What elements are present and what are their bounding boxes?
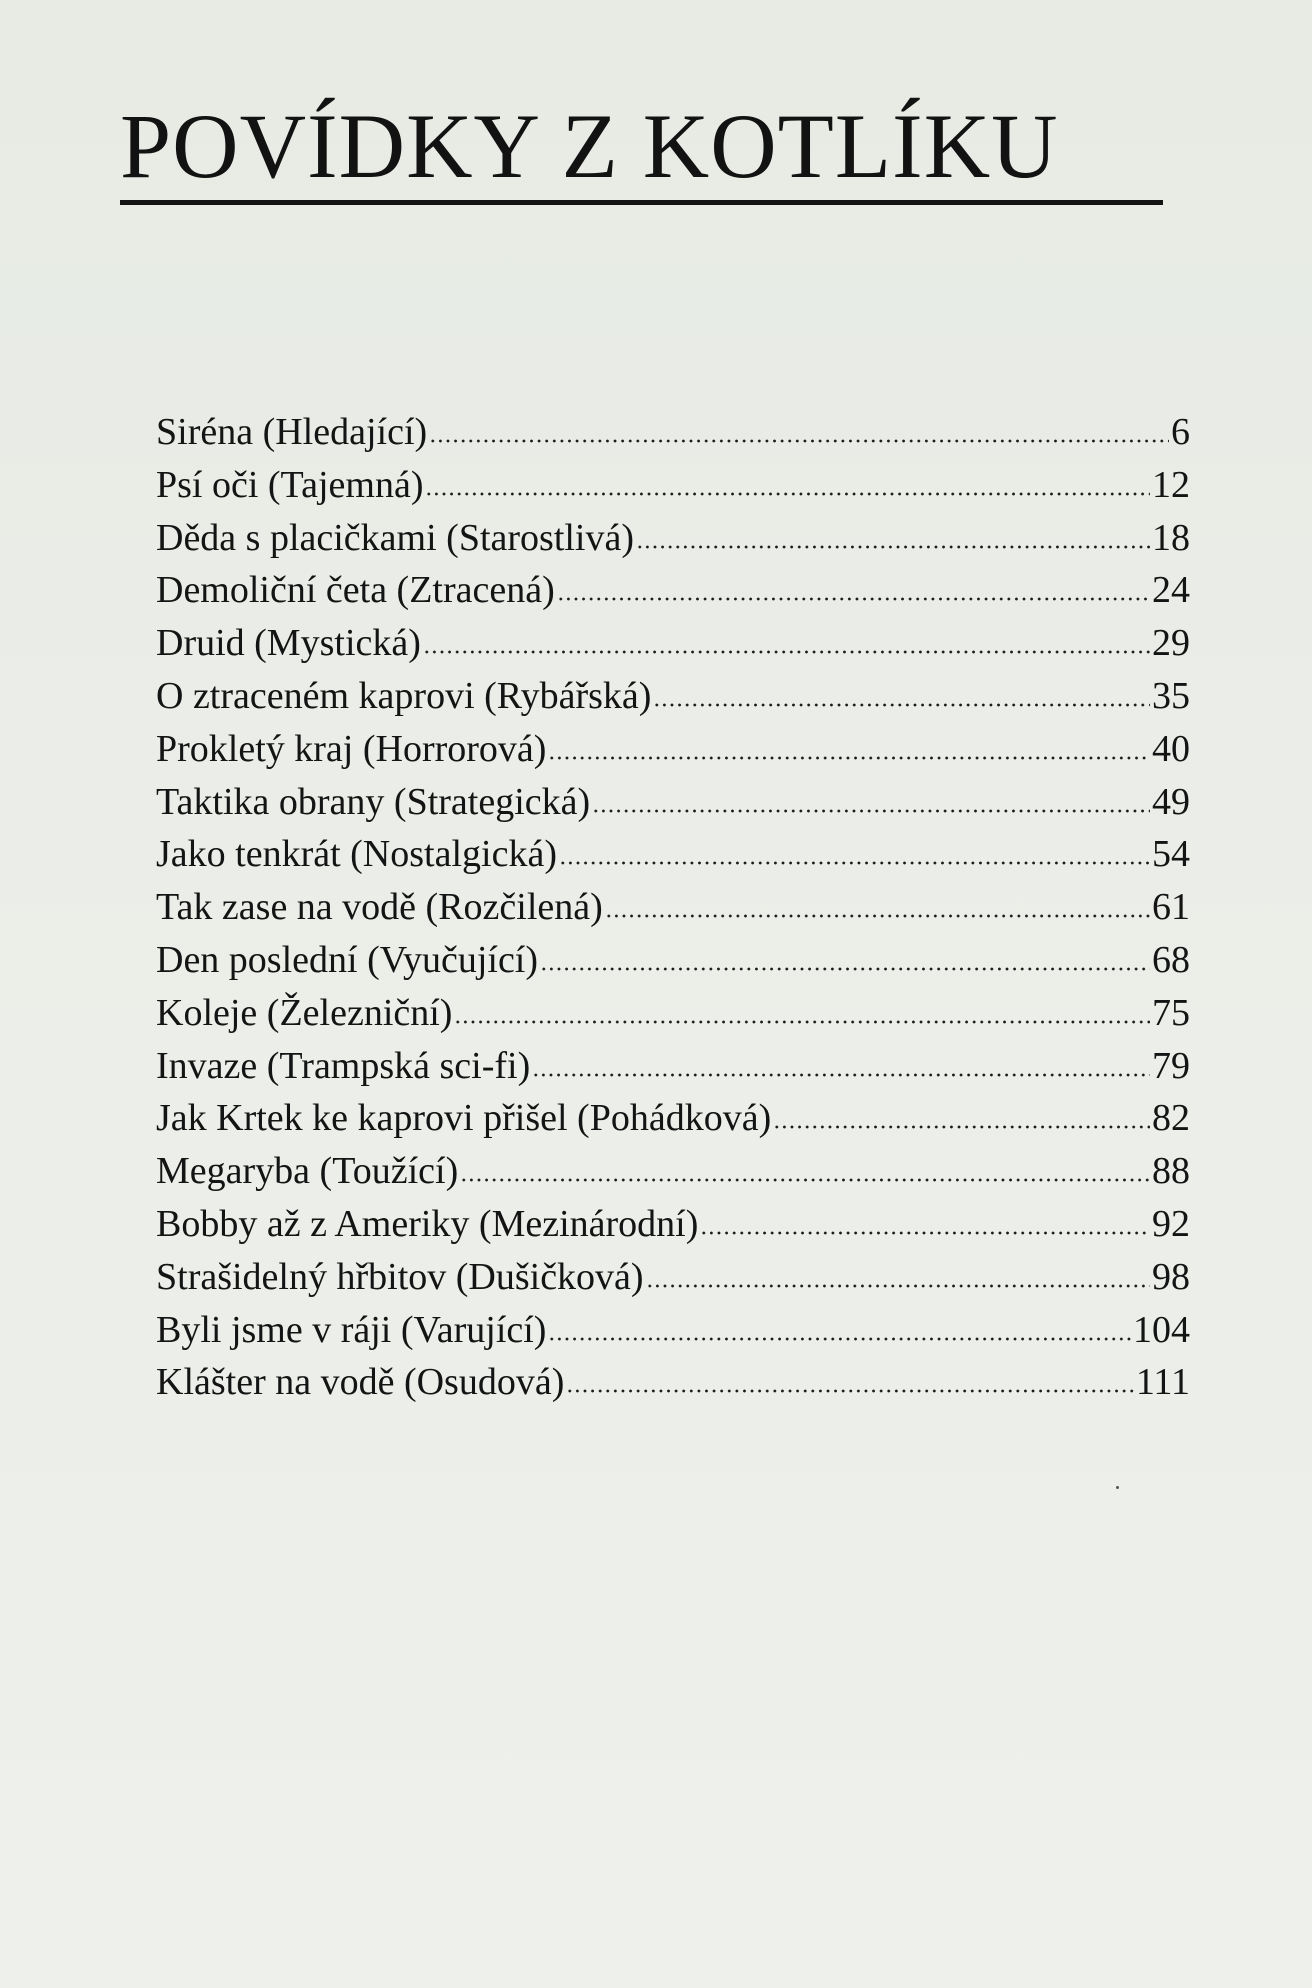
table-of-contents (156, 406, 1190, 1409)
dot-leader (540, 967, 1150, 971)
toc-entry-page-number: 35 (1152, 674, 1190, 717)
toc-entry (156, 617, 1190, 670)
paper-speck (1116, 1486, 1119, 1489)
toc-entry (156, 1251, 1190, 1304)
toc-entry-title: Taktika obrany (Strategická) (156, 780, 591, 823)
toc-entry-page-number: 12 (1152, 463, 1190, 506)
toc-entry-title: Demoliční četa (Ztracená) (156, 569, 555, 612)
toc-entry (156, 987, 1190, 1040)
toc-entry-title: Siréna (Hledající) (156, 411, 428, 453)
dot-leader (605, 914, 1150, 918)
toc-entry-page-number: 92 (1152, 1202, 1190, 1245)
dot-leader (429, 439, 1169, 443)
toc-entry-title: Den poslední (Vyučující) (156, 938, 539, 981)
toc-entry-title: Strašidelný hřbitov (Dušičková) (156, 1255, 644, 1298)
dot-leader (566, 1389, 1133, 1393)
title-block (120, 95, 1163, 205)
toc-entry-title: Děda s placičkami (Starostlivá) (156, 516, 635, 559)
dot-leader (423, 650, 1150, 654)
toc-entry (156, 406, 1190, 459)
toc-entry-page-number: 88 (1152, 1150, 1190, 1193)
toc-entry (156, 459, 1190, 512)
toc-entry-title: Tak zase na vodě (Rozčilená) (156, 886, 603, 929)
toc-entry-title: Bobby až z Ameriky (Mezinárodní) (156, 1202, 699, 1245)
toc-entry-title: Invaze (Trampská sci-fi) (156, 1044, 531, 1087)
toc-entry (156, 1040, 1190, 1093)
dot-leader (773, 1125, 1150, 1129)
dot-leader (454, 1020, 1150, 1024)
dot-leader (559, 861, 1150, 865)
dot-leader (592, 809, 1150, 813)
toc-entry-page-number: 75 (1152, 991, 1190, 1034)
toc-entry-page-number: 54 (1152, 833, 1190, 876)
toc-entry (156, 1304, 1190, 1357)
dot-leader (532, 1073, 1150, 1077)
toc-entry-page-number: 82 (1152, 1097, 1190, 1140)
toc-entry (156, 670, 1190, 723)
dot-leader (425, 492, 1150, 496)
toc-entry (156, 934, 1190, 987)
dot-leader (646, 1284, 1150, 1288)
toc-entry (156, 881, 1190, 934)
dot-leader (460, 1178, 1150, 1182)
toc-entry-page-number: 18 (1152, 516, 1190, 559)
toc-entry (156, 1198, 1190, 1251)
toc-entry-title: Klášter na vodě (Osudová) (156, 1361, 565, 1404)
toc-entry (156, 1356, 1190, 1409)
dot-leader (636, 545, 1150, 549)
toc-entry (156, 776, 1190, 829)
toc-entry (156, 723, 1190, 776)
dot-leader (557, 597, 1150, 601)
toc-entry-title: Prokletý kraj (Horrorová) (156, 727, 547, 770)
title-underline (120, 200, 1163, 205)
toc-entry (156, 828, 1190, 881)
toc-entry-title: Druid (Mystická) (156, 622, 421, 665)
toc-entry-page-number: 40 (1152, 727, 1190, 770)
dot-leader (700, 1231, 1150, 1235)
toc-entry-page-number: 68 (1152, 938, 1190, 981)
toc-entry-title: Megaryba (Toužící) (156, 1150, 459, 1193)
toc-entry (156, 1092, 1190, 1145)
toc-entry-page-number: 24 (1152, 569, 1190, 612)
toc-entry-title: Byli jsme v ráji (Varující) (156, 1308, 547, 1351)
toc-entry (156, 1145, 1190, 1198)
toc-entry-page-number: 104 (1133, 1308, 1190, 1351)
page-title: POVÍDKY Z KOTLÍKU (120, 95, 1059, 197)
toc-entry-title: Koleje (Železniční) (156, 991, 453, 1034)
toc-entry-page-number: 61 (1152, 886, 1190, 929)
toc-entry (156, 564, 1190, 617)
toc-entry-title: Jak Krtek ke kaprovi přišel (Pohádková) (156, 1097, 772, 1140)
toc-entry (156, 512, 1190, 565)
toc-entry-page-number: 29 (1152, 622, 1190, 665)
toc-entry-page-number: 6 (1171, 411, 1190, 453)
toc-entry-title: O ztraceném kaprovi (Rybářská) (156, 674, 652, 717)
dot-leader (548, 756, 1150, 760)
toc-entry-title: Psí oči (Tajemná) (156, 463, 424, 506)
toc-entry-title: Jako tenkrát (Nostalgická) (156, 833, 557, 876)
toc-entry-page-number: 98 (1152, 1255, 1190, 1298)
toc-entry-page-number: 79 (1152, 1044, 1190, 1087)
dot-leader (653, 703, 1150, 707)
dot-leader (548, 1337, 1131, 1341)
toc-entry-page-number: 111 (1135, 1361, 1190, 1404)
toc-entry-page-number: 49 (1152, 780, 1190, 823)
